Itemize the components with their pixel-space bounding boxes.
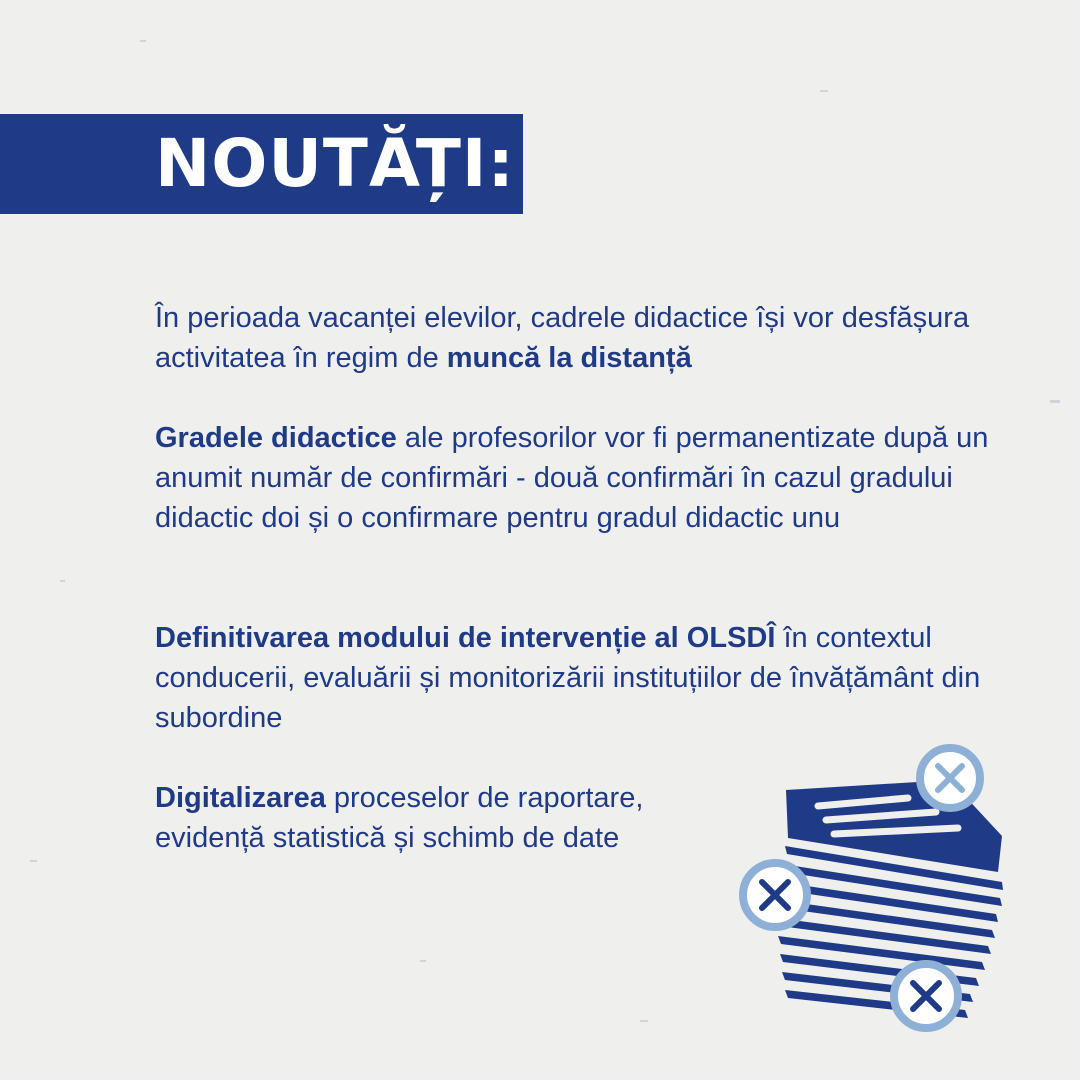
paper-texture-speck <box>140 40 146 42</box>
news-item-digitalization <box>155 778 675 858</box>
document-stack-icon <box>730 740 1020 1040</box>
close-circle-icon <box>920 748 980 808</box>
news-item-text: în contextul conducerii, evaluării și monitorizării instituțiilor de învățământ din subordine <box>155 622 981 734</box>
news-item-olsdi <box>155 618 1045 738</box>
news-item-bold-phrase: Digitalizarea <box>155 782 326 814</box>
paper-texture-speck <box>1050 400 1060 403</box>
news-item-remote-work <box>155 298 1005 378</box>
news-item-teaching-grades <box>155 418 1025 538</box>
paper-texture-speck <box>820 90 828 92</box>
paper-texture-speck <box>420 960 426 962</box>
news-item-text: proceselor de raportare, evidență statistică și schimb de date <box>155 782 644 854</box>
paper-stack-layers <box>777 846 1003 1018</box>
news-item-bold-phrase: Definitivarea modului de intervenție al OLSDÎ <box>155 622 776 654</box>
news-item-text: În perioada vacanței elevilor, cadrele didactice își vor desfășura activitatea în regim de <box>155 302 970 374</box>
news-item-text: ale profesorilor vor fi permanentizate după un anumit număr de confirmări - două confirmări în cazul gradului didactic doi și o confirmare pentru gradul didactic unu <box>155 422 989 534</box>
page-title: NOUTĂȚI: <box>155 125 515 202</box>
news-item-bold-phrase: Gradele didactice <box>155 422 397 454</box>
news-item-bold-phrase: muncă la distanță <box>446 342 692 374</box>
close-circle-icon <box>894 964 958 1028</box>
paper-texture-speck <box>640 1020 648 1022</box>
close-circle-icon <box>743 863 807 927</box>
paper-texture-speck <box>30 860 37 862</box>
paper-texture-speck <box>60 580 65 582</box>
